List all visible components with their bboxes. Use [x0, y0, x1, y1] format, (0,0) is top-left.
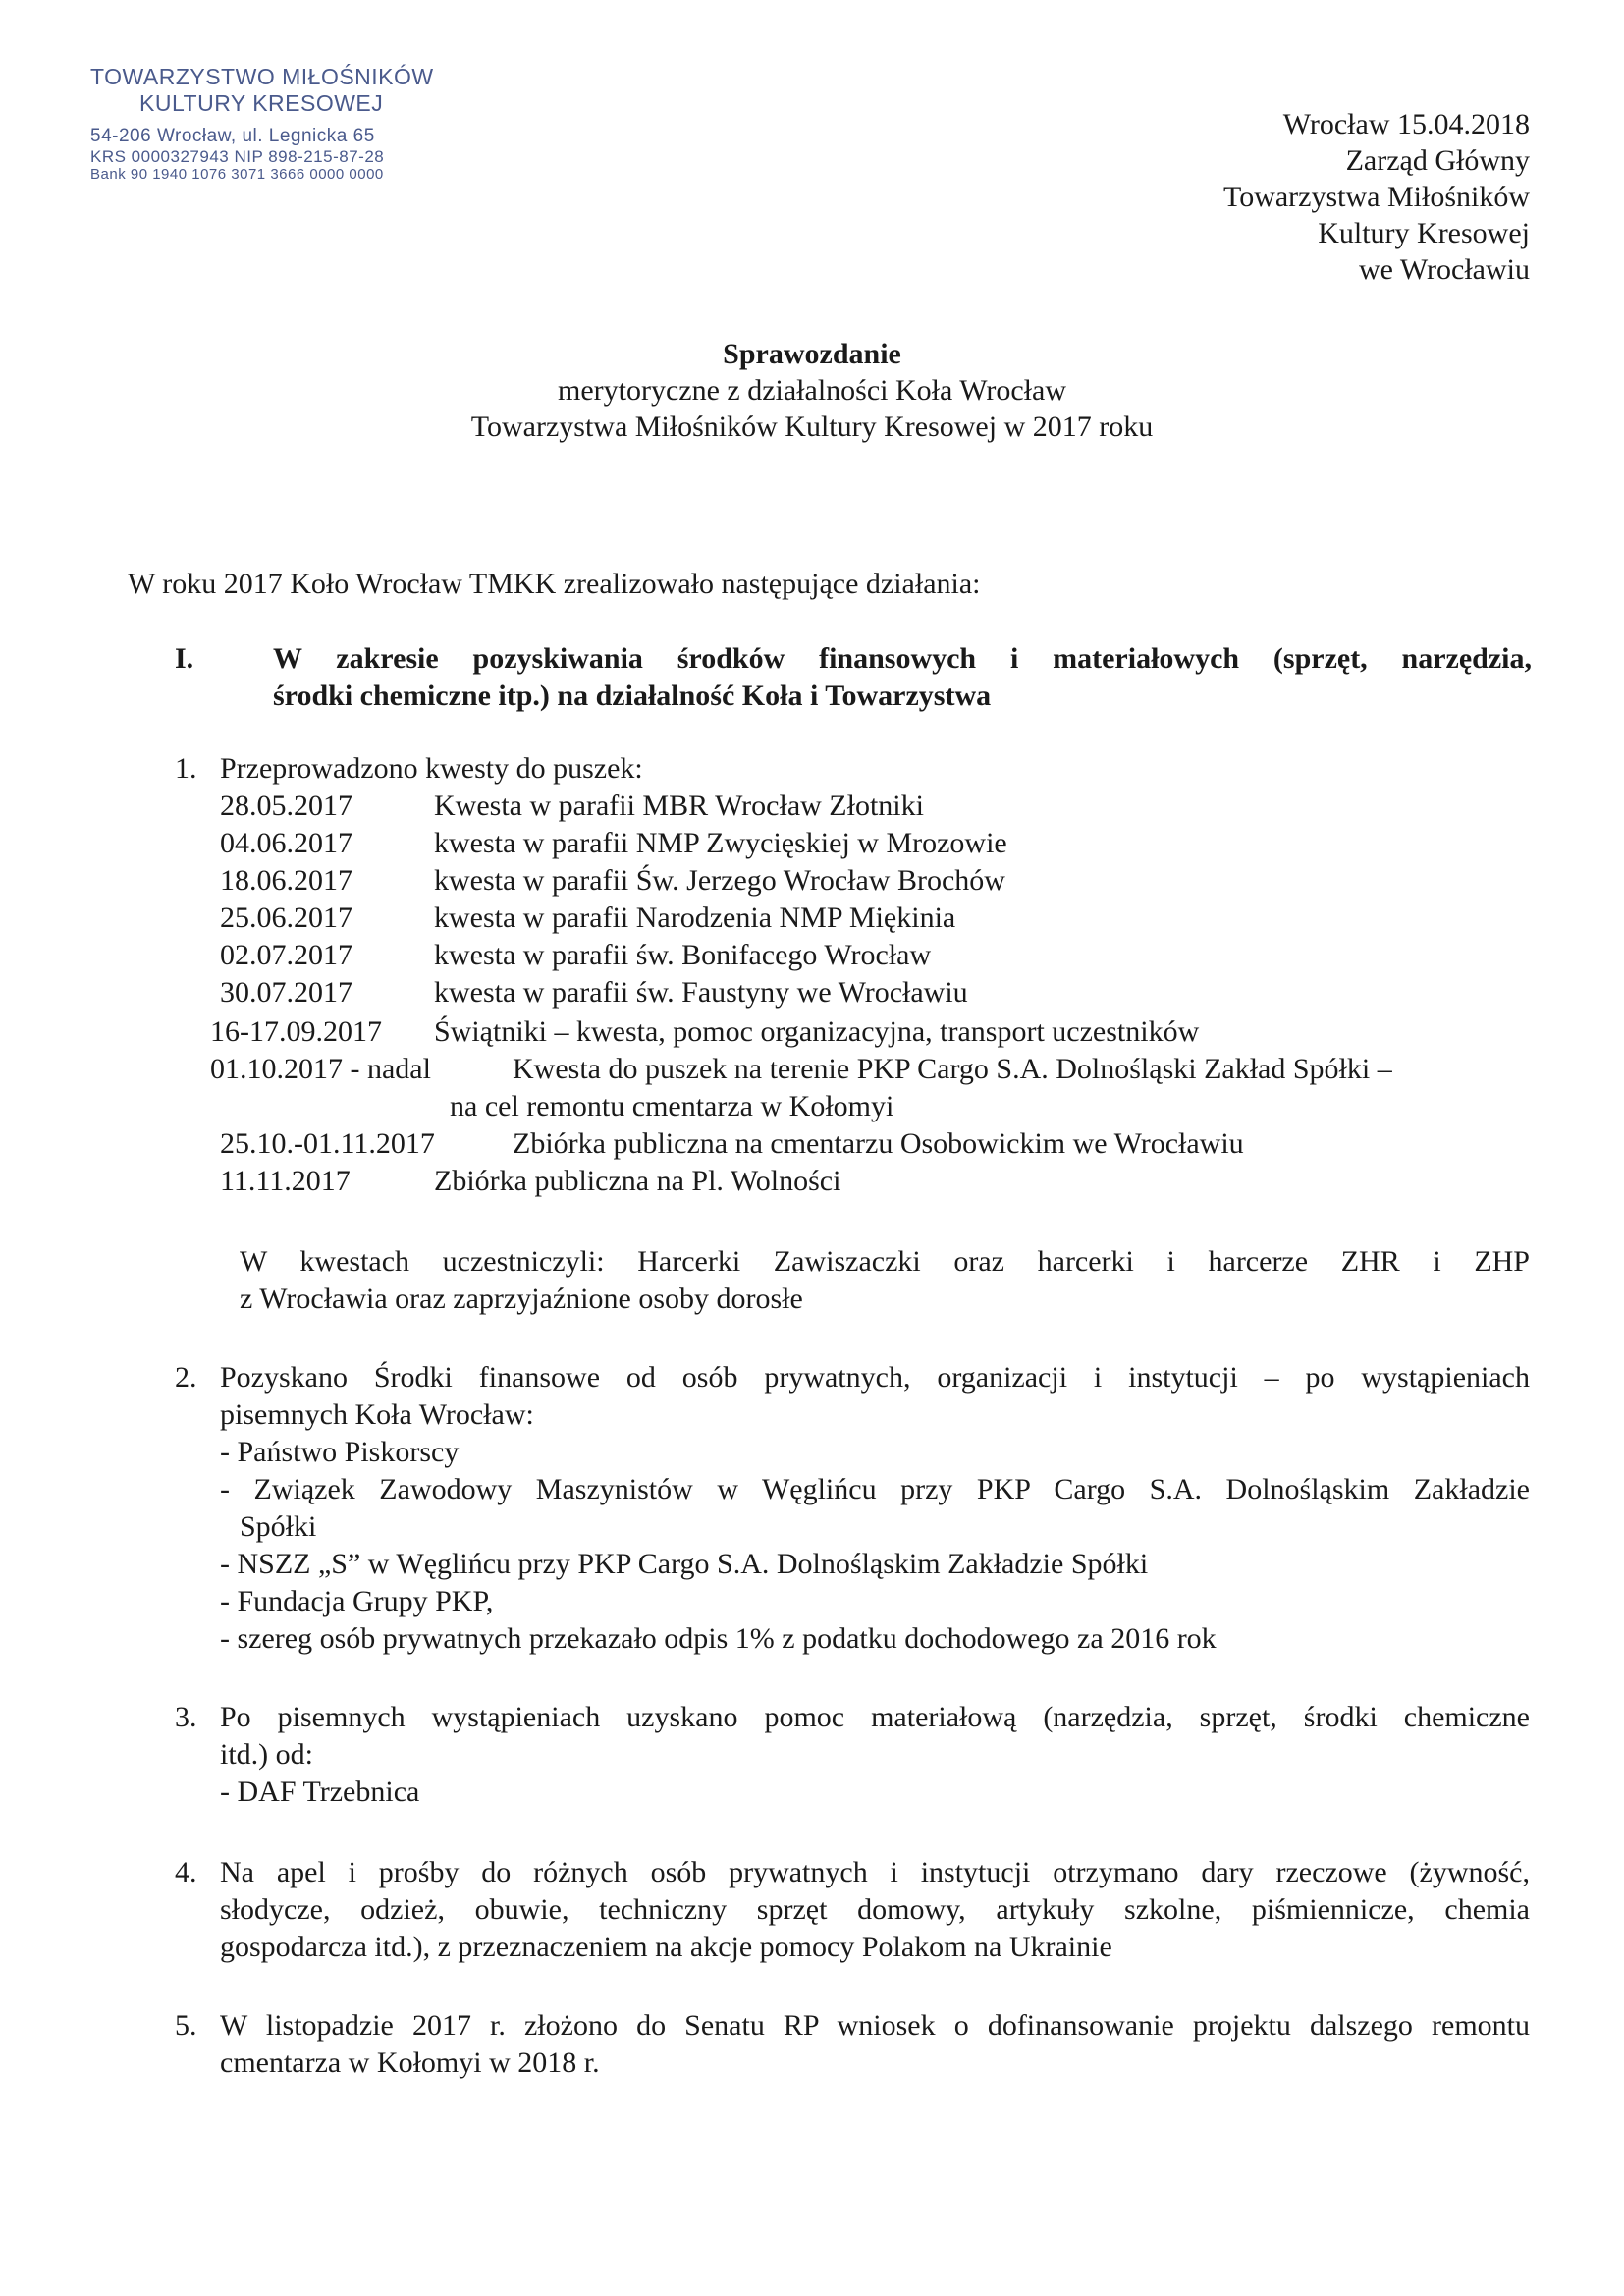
- entry-date: 11.11.2017: [220, 1165, 351, 1197]
- addressee-line-2: Towarzystwa Miłośników: [1222, 181, 1530, 213]
- stamp-line-1: TOWARZYSTWO MIŁOŚNIKÓW: [90, 64, 434, 89]
- entry-date: 16-17.09.2017: [210, 1015, 382, 1048]
- entry-text: Zbiórka publiczna na cmentarzu Osobowickim we Wrocławiu: [513, 1127, 1244, 1160]
- section-heading-line-1: W zakresie pozyskiwania środków finansowych i materiałowych (sprzęt, narzędzia,: [273, 642, 1532, 675]
- item-4-line-3: gospodarcza itd.), z przeznaczeniem na akcje pomocy Polakom na Ukrainie: [220, 1931, 1112, 1963]
- entry-text: Kwesta do puszek na terenie PKP Cargo S.A. Dolnośląski Zakład Spółki –: [513, 1053, 1392, 1085]
- list-item: - DAF Trzebnica: [220, 1776, 420, 1808]
- entry-text: Kwesta w parafii MBR Wrocław Złotniki: [434, 790, 924, 822]
- stamp-address: 54-206 Wrocław, ul. Legnicka 65: [90, 126, 375, 146]
- entry-text: kwesta w parafii NMP Zwycięskiej w Mrozowie: [434, 827, 1007, 859]
- section-numeral: I.: [175, 642, 194, 675]
- item-3-number: 3.: [175, 1701, 197, 1733]
- item-3-line-1: Po pisemnych wystąpieniach uzyskano pomoc materiałową (narzędzia, sprzęt, środki chemiczne: [220, 1701, 1530, 1733]
- letter-date: Wrocław 15.04.2018: [1282, 108, 1530, 140]
- addressee-line-4: we Wrocławiu: [1358, 253, 1530, 286]
- item-4-line-2: słodycze, odzież, obuwie, techniczny sprzęt domowy, artykuły szkolne, piśmiennicze, chemia: [220, 1893, 1530, 1926]
- entry-text: Zbiórka publiczna na Pl. Wolności: [434, 1165, 841, 1197]
- list-item: - Państwo Piskorscy: [220, 1436, 460, 1468]
- title-line-3: Towarzystwa Miłośników Kultury Kresowej w 2017 roku: [470, 410, 1154, 443]
- stamp-registry: KRS 0000327943 NIP 898-215-87-28: [90, 147, 385, 166]
- entry-date: 28.05.2017: [220, 790, 352, 822]
- entry-date: 30.07.2017: [220, 976, 352, 1009]
- addressee-line-3: Kultury Kresowej: [1318, 217, 1530, 249]
- item-4-number: 4.: [175, 1856, 197, 1888]
- list-item-continuation: na cel remontu cmentarza w Kołomyi: [450, 1090, 894, 1122]
- stamp-line-2: KULTURY KRESOWEJ: [139, 90, 384, 116]
- entry-date: 02.07.2017: [220, 939, 352, 971]
- list-item: - NSZZ „S” w Węglińcu przy PKP Cargo S.A. Dolnośląskim Zakładzie Spółki: [220, 1548, 1149, 1580]
- item-5-number: 5.: [175, 2009, 197, 2042]
- section-heading-line-2: środki chemiczne itp.) na działalność Koła i Towarzystwa: [273, 680, 992, 712]
- letter-header: [980, 106, 1530, 288]
- entry-text: kwesta w parafii św. Bonifacego Wrocław: [434, 939, 932, 971]
- item-1-number: 1.: [175, 752, 197, 785]
- item-3-line-2: itd.) od:: [220, 1738, 313, 1771]
- title-line-2: merytoryczne z działalności Koła Wrocław: [557, 374, 1066, 407]
- title-main: Sprawozdanie: [723, 338, 901, 370]
- stamp-bank: Bank 90 1940 1076 3071 3666 0000 0000: [90, 166, 384, 183]
- list-item: - Fundacja Grupy PKP,: [220, 1585, 494, 1617]
- list-item: - szereg osób prywatnych przekazało odpis 1% z podatku dochodowego za 2016 rok: [220, 1622, 1217, 1655]
- entry-text: kwesta w parafii Św. Jerzego Wrocław Brochów: [434, 864, 1005, 897]
- addressee-line-1: Zarząd Główny: [1345, 144, 1530, 177]
- entry-date: 04.06.2017: [220, 827, 352, 859]
- entry-date: 25.10.-01.11.2017: [220, 1127, 435, 1160]
- participants-line-2: z Wrocławia oraz zaprzyjaźnione osoby dorosłe: [240, 1283, 803, 1315]
- document-title: [0, 336, 1624, 445]
- item-1-text: Przeprowadzono kwesty do puszek:: [220, 752, 643, 785]
- entry-text: kwesta w parafii Narodzenia NMP Miękinia: [434, 902, 956, 934]
- item-2-line-2: pisemnych Koła Wrocław:: [220, 1398, 534, 1431]
- item-4-line-1: Na apel i prośby do różnych osób prywatnych i instytucji otrzymano dary rzeczowe (żywność,: [220, 1856, 1530, 1888]
- section-1-heading: [175, 640, 1532, 715]
- entry-text: Świątniki – kwesta, pomoc organizacyjna, transport uczestników: [434, 1015, 1200, 1048]
- list-item-continuation: Spółki: [240, 1510, 317, 1543]
- entry-date: 25.06.2017: [220, 902, 352, 934]
- list-item: - Związek Zawodowy Maszynistów w Węglińcu przy PKP Cargo S.A. Dolnośląskim Zakładzie: [220, 1473, 1530, 1505]
- entry-date: 01.10.2017 - nadal: [210, 1053, 431, 1085]
- item-5-line-2: cmentarza w Kołomyi w 2018 r.: [220, 2047, 600, 2079]
- participants-line-1: W kwestach uczestniczyli: Harcerki Zawiszaczki oraz harcerki i harcerze ZHR i ZHP: [240, 1245, 1530, 1278]
- entry-date: 18.06.2017: [220, 864, 352, 897]
- organization-stamp: [90, 63, 483, 184]
- item-2-number: 2.: [175, 1361, 197, 1394]
- item-5-line-1: W listopadzie 2017 r. złożono do Senatu RP wniosek o dofinansowanie projektu dalszego remontu: [220, 2009, 1530, 2042]
- item-2-line-1: Pozyskano Środki finansowe od osób prywatnych, organizacji i instytucji – po wystąpieniach: [220, 1361, 1530, 1394]
- entry-text: kwesta w parafii św. Faustyny we Wrocławiu: [434, 976, 968, 1009]
- intro-paragraph: W roku 2017 Koło Wrocław TMKK zrealizowało następujące działania:: [128, 568, 981, 600]
